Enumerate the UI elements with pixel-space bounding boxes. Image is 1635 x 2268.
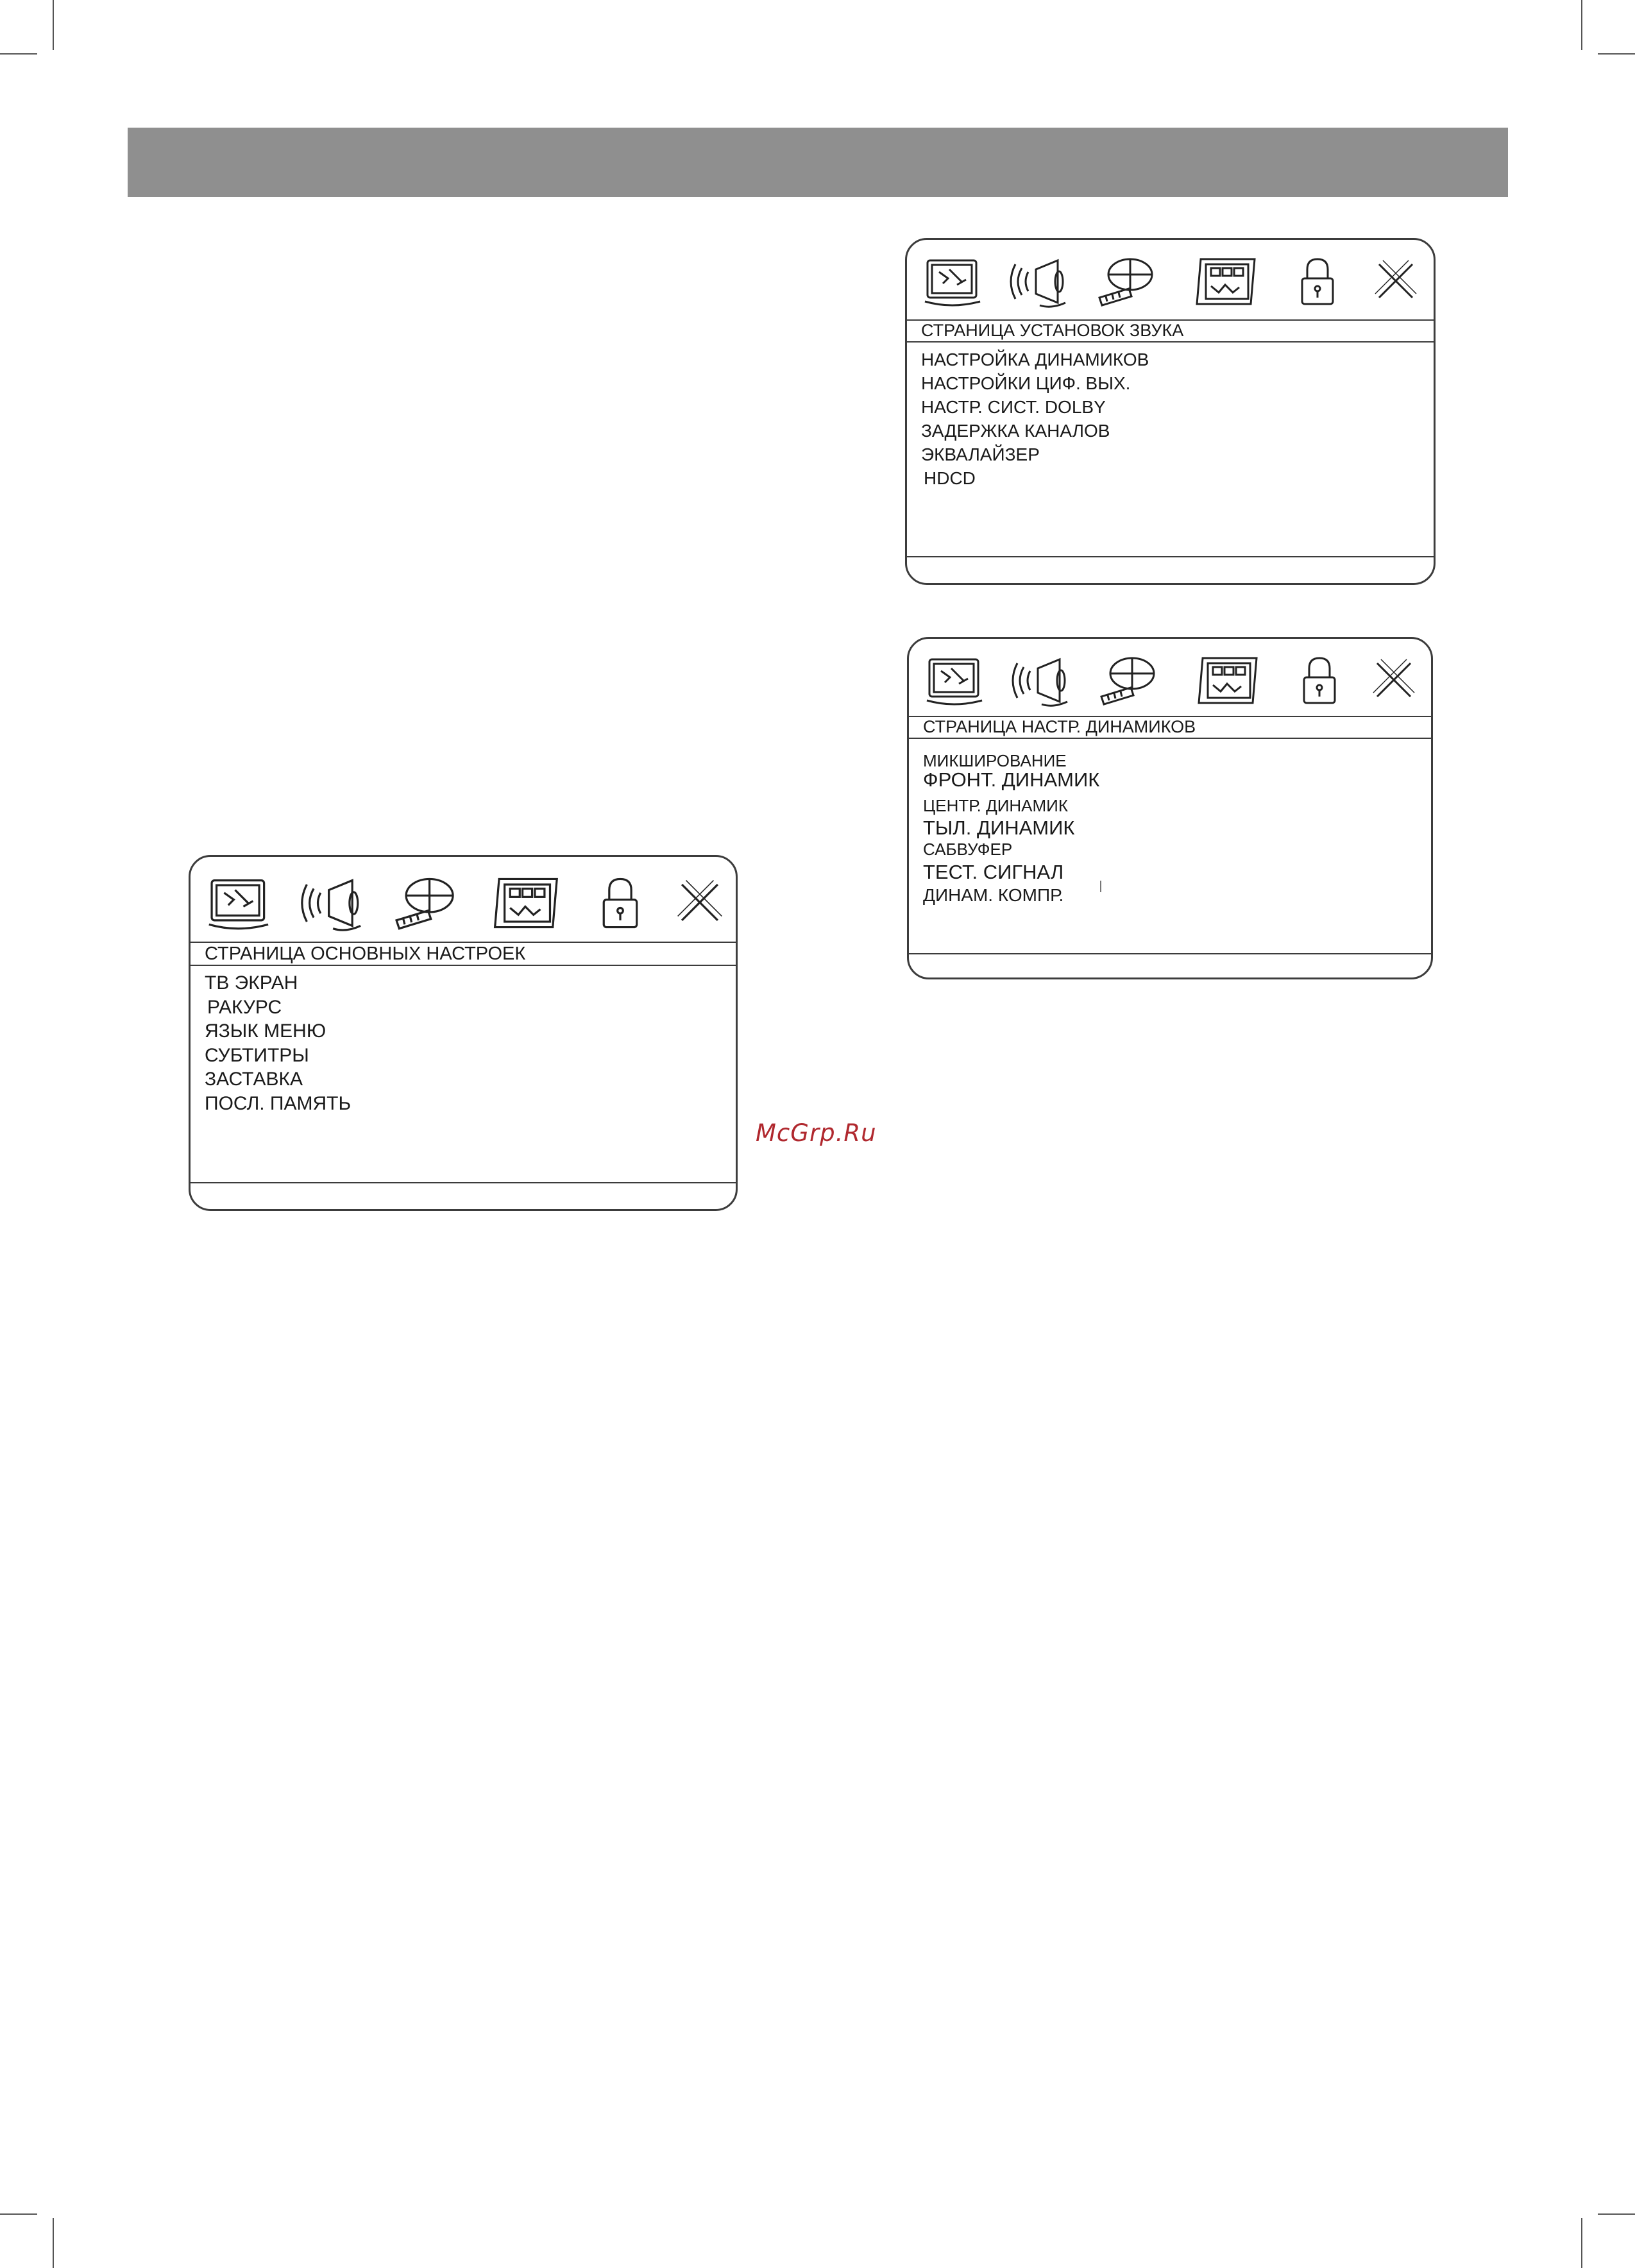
close-icon[interactable] bbox=[1364, 255, 1428, 308]
tv-setup-icon[interactable] bbox=[921, 255, 985, 308]
menu-item-subtitles[interactable]: СУБТИТРЫ bbox=[205, 1044, 309, 1066]
header-bar bbox=[128, 128, 1508, 197]
page-title: СТРАНИЦА НАСТР. ДИНАМИКОВ bbox=[909, 716, 1431, 739]
bottom-rule bbox=[907, 556, 1434, 557]
speaker-icon[interactable] bbox=[1008, 654, 1072, 707]
disc-icon[interactable] bbox=[1095, 654, 1159, 707]
crop-mark bbox=[53, 0, 54, 50]
menu-item-tv-display[interactable]: ТВ ЭКРАН bbox=[205, 972, 298, 994]
menu-list bbox=[921, 348, 1149, 490]
disc-icon[interactable] bbox=[1093, 255, 1157, 308]
speaker-setup-panel bbox=[907, 637, 1433, 979]
menu-list bbox=[205, 971, 351, 1115]
watermark-text: McGrp.Ru bbox=[756, 1119, 877, 1147]
menu-item-center-speaker[interactable]: ЦЕНТР. ДИНАМИК bbox=[923, 796, 1069, 815]
tv-setup-icon[interactable] bbox=[923, 654, 987, 707]
crop-mark bbox=[0, 2213, 37, 2215]
menu-item-digital-output[interactable]: НАСТРОЙКИ ЦИФ. ВЫХ. bbox=[921, 373, 1131, 393]
menu-item-equalizer[interactable]: ЭКВАЛАЙЗЕР bbox=[921, 444, 1040, 464]
audio-setup-panel bbox=[905, 238, 1436, 585]
crop-mark bbox=[0, 53, 37, 55]
menu-item-last-memory[interactable]: ПОСЛ. ПАМЯТЬ bbox=[205, 1092, 352, 1114]
video-screen-icon[interactable] bbox=[1196, 654, 1260, 707]
menu-item-speaker-setup[interactable]: НАСТРОЙКА ДИНАМИКОВ bbox=[921, 350, 1149, 369]
icon-toolbar bbox=[907, 240, 1434, 319]
general-setup-panel bbox=[189, 855, 738, 1211]
tv-setup-icon[interactable] bbox=[205, 875, 274, 931]
icon-toolbar bbox=[191, 857, 736, 942]
menu-item-hdcd[interactable]: HDCD bbox=[924, 468, 976, 488]
menu-item-front-speaker[interactable]: ФРОНТ. ДИНАМИК bbox=[923, 768, 1100, 791]
page-title: СТРАНИЦА ОСНОВНЫХ НАСТРОЕК bbox=[191, 942, 736, 966]
menu-item-dolby-setup[interactable]: НАСТР. СИСТ. DOLBY bbox=[921, 397, 1106, 417]
crop-mark bbox=[1581, 2218, 1582, 2268]
menu-item-downmix[interactable]: МИКШИРОВАНИЕ bbox=[923, 751, 1067, 770]
speaker-icon[interactable] bbox=[1006, 255, 1071, 308]
bottom-rule bbox=[909, 953, 1431, 954]
speaker-icon[interactable] bbox=[297, 875, 366, 931]
menu-item-dynamic-compression[interactable]: ДИНАМ. КОМПР. bbox=[923, 885, 1064, 905]
lock-icon[interactable] bbox=[1287, 654, 1351, 707]
close-icon[interactable] bbox=[1362, 654, 1426, 707]
menu-item-subwoofer[interactable]: САБВУФЕР bbox=[923, 840, 1013, 859]
crop-mark bbox=[1598, 53, 1635, 55]
menu-item-osd-language[interactable]: ЯЗЫК МЕНЮ bbox=[205, 1020, 326, 1042]
video-screen-icon[interactable] bbox=[1194, 255, 1258, 308]
menu-list bbox=[923, 749, 1099, 907]
text-cursor bbox=[1100, 881, 1101, 892]
menu-item-screen-saver[interactable]: ЗАСТАВКА bbox=[205, 1069, 303, 1090]
menu-item-rear-speaker[interactable]: ТЫЛ. ДИНАМИК bbox=[923, 817, 1075, 839]
page-title: СТРАНИЦА УСТАНОВОК ЗВУКА bbox=[907, 319, 1434, 343]
icon-toolbar bbox=[909, 639, 1431, 718]
video-screen-icon[interactable] bbox=[492, 875, 561, 931]
crop-mark bbox=[53, 2218, 54, 2268]
menu-item-channel-delay[interactable]: ЗАДЕРЖКА КАНАЛОВ bbox=[921, 421, 1110, 441]
close-icon[interactable] bbox=[665, 875, 734, 931]
lock-icon[interactable] bbox=[586, 875, 655, 931]
bottom-rule bbox=[191, 1182, 736, 1183]
disc-icon[interactable] bbox=[389, 875, 459, 931]
lock-icon[interactable] bbox=[1285, 255, 1350, 308]
menu-item-test-tone[interactable]: ТЕСТ. СИГНАЛ bbox=[923, 861, 1064, 883]
crop-mark bbox=[1598, 2213, 1635, 2215]
crop-mark bbox=[1581, 0, 1582, 50]
menu-item-angle[interactable]: РАКУРС bbox=[207, 996, 282, 1018]
